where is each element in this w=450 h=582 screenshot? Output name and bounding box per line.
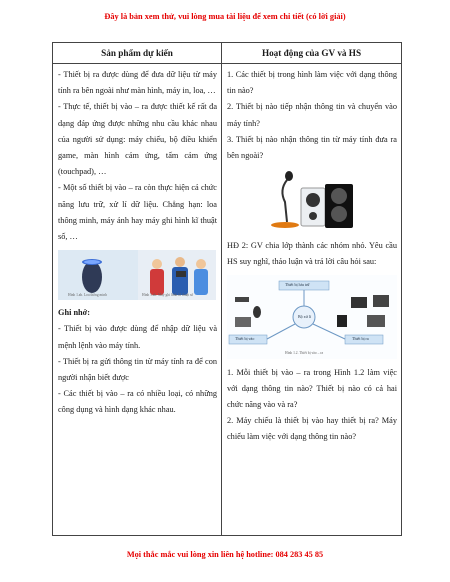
diagram-caption: Hình 1.2. Thiết bị vào – ra <box>285 350 324 355</box>
left-para-3: - Một số thiết bị vào – ra còn thực hiện cả chức năng lưu trữ, xử lí dữ liệu. Chẳng hạn: loa thông minh, máy ảnh hay máy ghi hình kĩ thuật số, … <box>58 183 217 242</box>
microphone-speakers-figure <box>227 168 397 234</box>
question-1: 1. Các thiết bị trong hình làm việc với dạng thông tin nào? <box>227 70 397 96</box>
question-2: 2. Thiết bị nào tiếp nhận thông tin và chuyển vào máy tính? <box>227 102 397 128</box>
right-cell <box>222 64 402 536</box>
io-devices-diagram <box>227 275 397 361</box>
note-3: - Các thiết bị vào – ra có nhiều loại, có những công dụng và hình dạng khác nhau. <box>58 389 217 415</box>
question-3: 3. Thiết bị nào nhận thông tin từ máy tính đưa ra bên ngoài? <box>227 134 397 161</box>
io-diagram <box>227 275 397 361</box>
col-header-left: Sản phẩm dự kiến <box>53 43 222 64</box>
review-question-1: 1. Mỗi thiết bị vào – ra trong Hình 1.2 làm việc với dạng thông tin nào? Thiết bị nào có cả hai chức năng vào và ra? <box>227 367 397 410</box>
left-para-2: - Thực tế, thiết bị vào – ra được thiết kế rất đa dạng đáp ứng được những nhu cầu khác nhau của người sử dụng: máy chiếu, bộ điều khiển game, màn hình cảm ứng, tấm cảm ứng (touchpad), … <box>58 102 217 177</box>
caption-camera: Hình 1.ab. Máy ghi hình kĩ thuật số <box>142 293 194 298</box>
review-question-2: 2. Máy chiếu là thiết bị vào hay thiết bị ra? Máy chiếu làm việc với dạng thông tin nào? <box>227 416 397 442</box>
diagram-storage-label: Thiết bị lưu trữ <box>285 281 310 287</box>
left-cell <box>53 64 222 536</box>
caption-smart-speaker: Hình 1.ab. Loa thông minh <box>68 293 107 298</box>
lesson-table <box>52 42 402 536</box>
activity-2: HĐ 2: GV chia lớp thành các nhóm nhỏ. Yêu cầu HS suy nghĩ, thảo luận và trả lời câu hỏi sau: <box>227 241 397 267</box>
note-2: - Thiết bị ra gửi thông tin từ máy tính ra để con người nhận biết được <box>58 356 217 383</box>
smart-devices-figure <box>58 249 217 301</box>
col-header-right: Hoạt động của GV và HS <box>222 43 402 64</box>
preview-notice: Đây là bản xem thử, vui lòng mua tài liệu để xem chi tiết (có lời giải) <box>104 12 346 21</box>
hotline-footer: Mọi thắc mắc vui lòng xin liên hệ hotline: 084 283 45 85 <box>126 550 324 559</box>
note-1: - Thiết bị vào được dùng để nhập dữ liệu và mệnh lệnh vào máy tính. <box>58 324 217 350</box>
diagram-input-label: Thiết bị vào <box>235 335 255 341</box>
diagram-output-label: Thiết bị ra <box>352 335 369 341</box>
left-para-1: - Thiết bị ra được dùng để đưa dữ liệu từ máy tính ra bên ngoài như màn hình, máy in, loa, … <box>58 70 217 96</box>
diagram-processor-label: Bộ xử lí <box>298 313 312 319</box>
note-title: Ghi nhớ: <box>58 308 91 318</box>
microphone-speaker-image <box>227 168 397 234</box>
